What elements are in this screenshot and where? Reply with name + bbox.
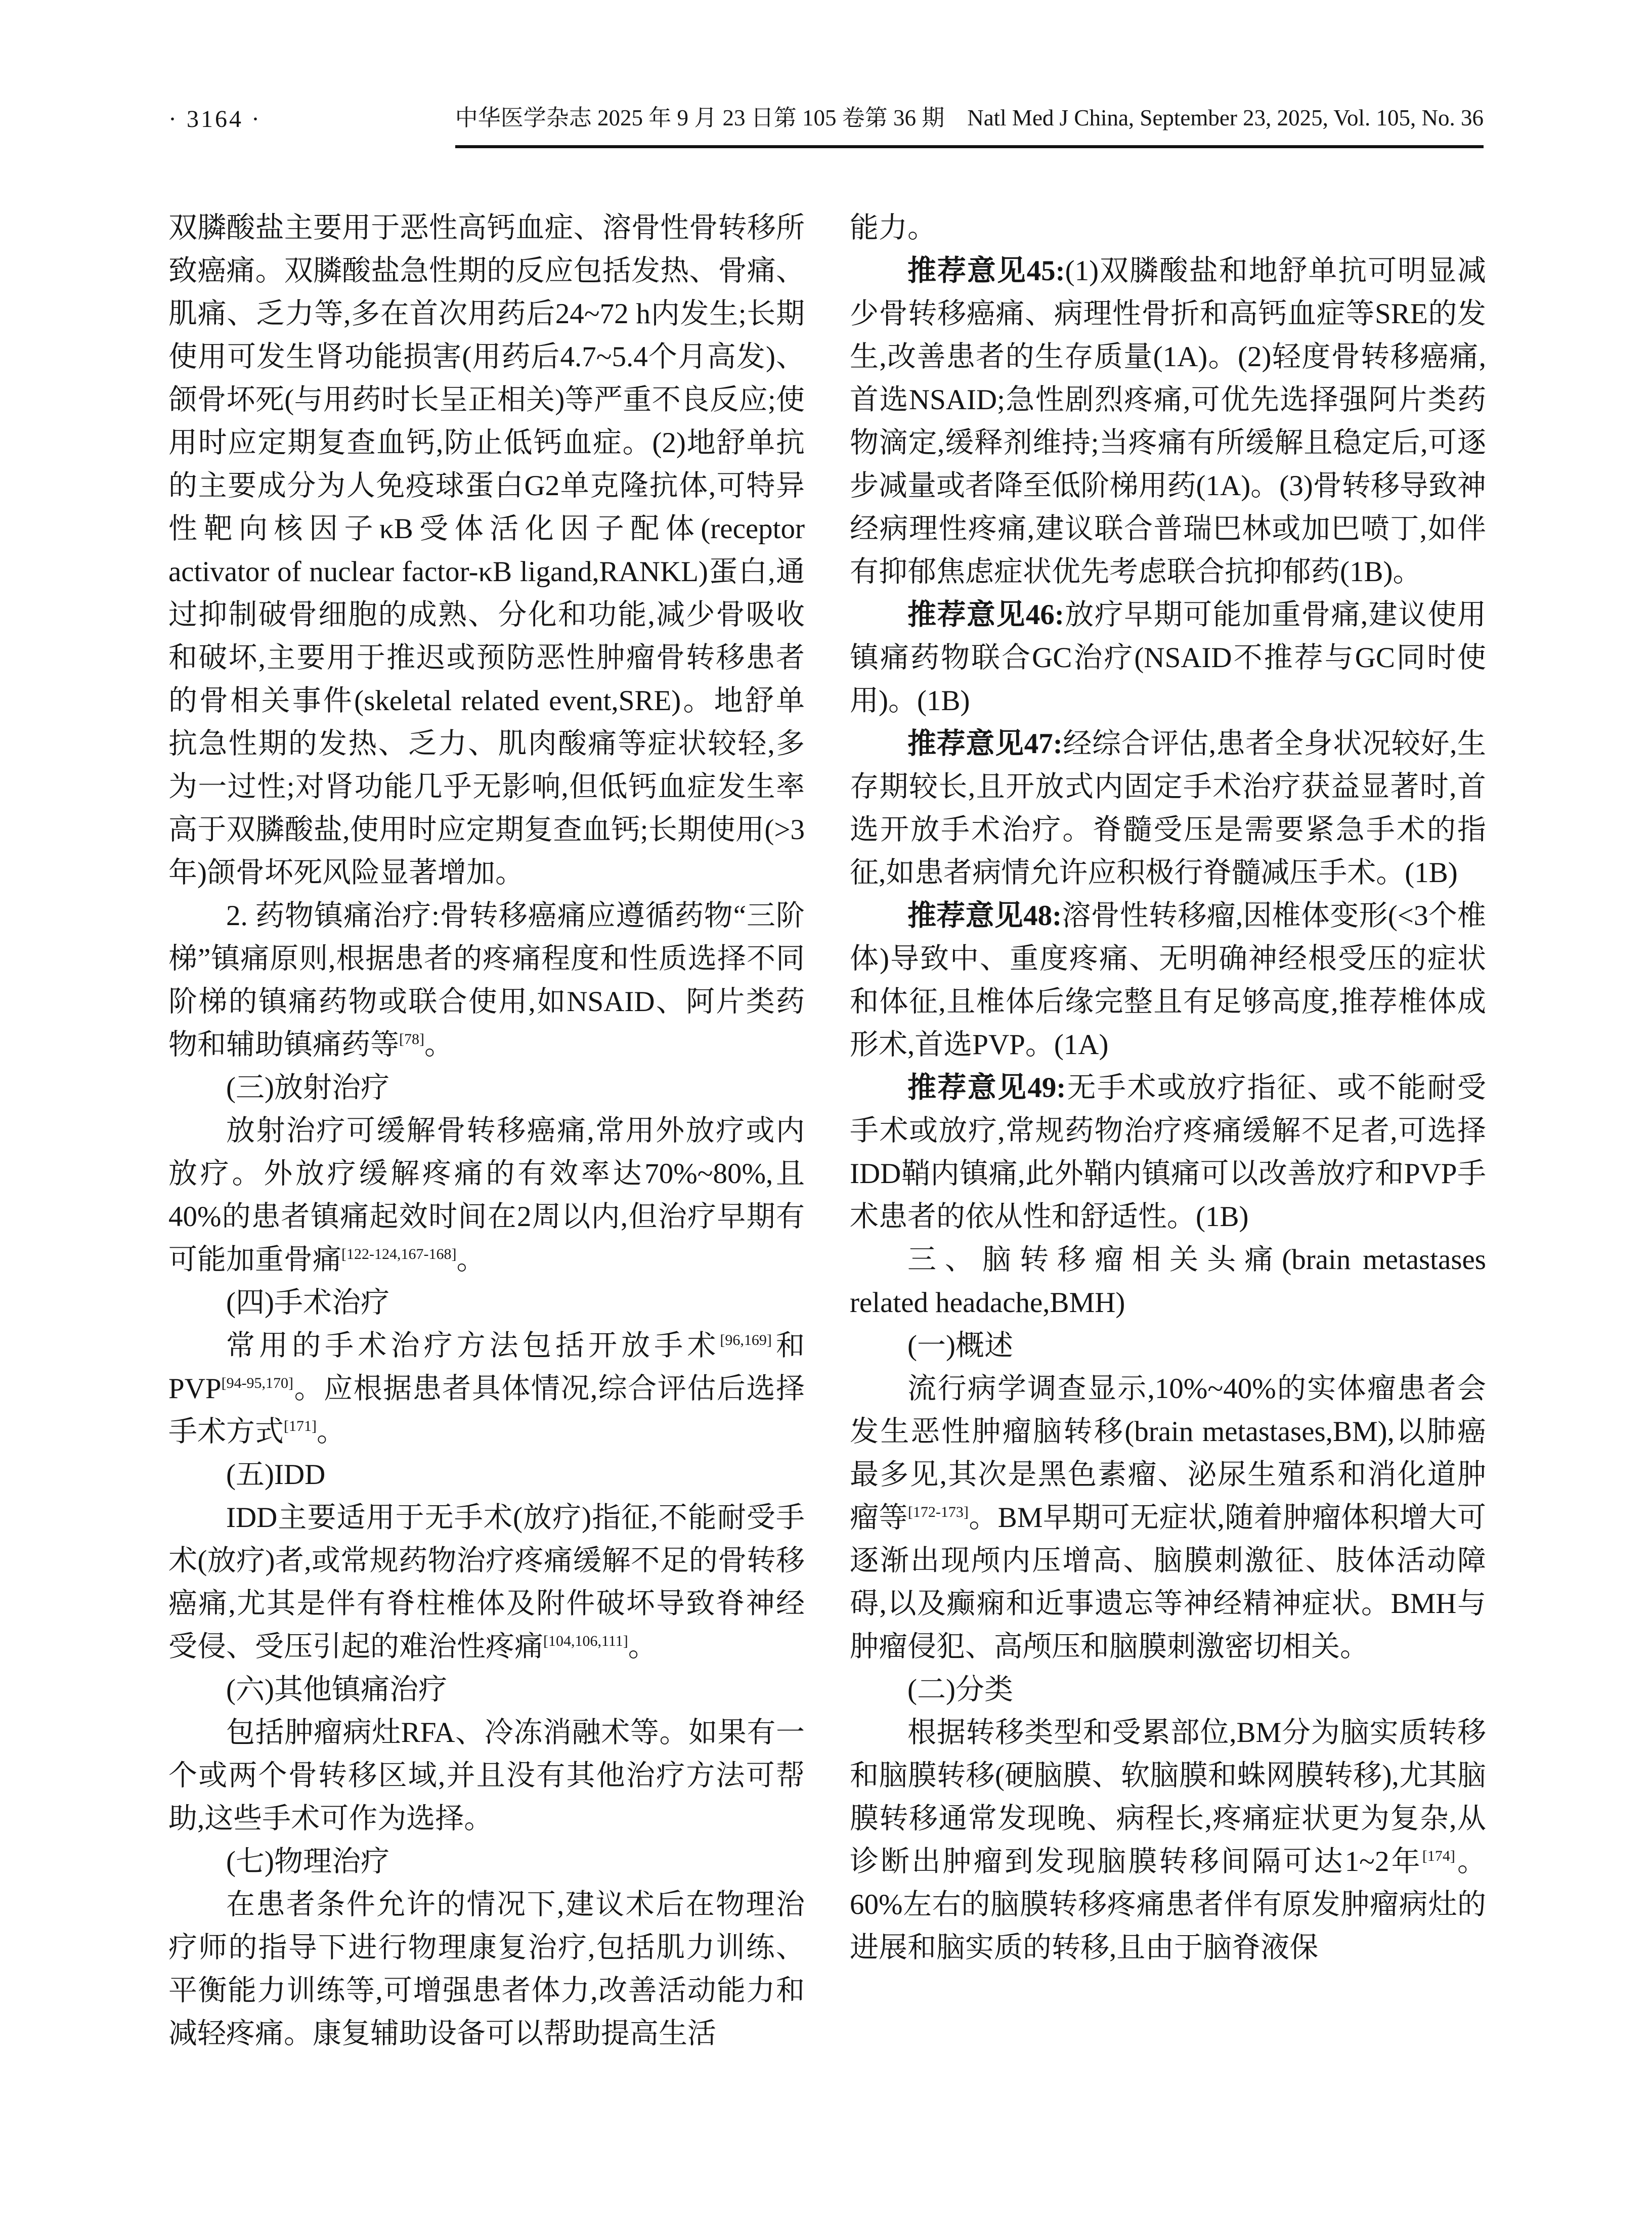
text-run: 根据转移类型和受累部位,BM分为脑实质转移和脑膜转移(硬脑膜、软脑膜和蛛网膜转移),尤其脑膜转移通常发现晚、病程长,疼痛症状更为复杂,从诊断出肿瘤到发现脑膜转移间隔可达1~2年 (850, 1717, 1486, 1878)
body-paragraph-continuation (850, 206, 1486, 249)
left-text-column (168, 206, 805, 2055)
body-paragraph-drug-analgesia (168, 894, 805, 1066)
text-run: 2. 药物镇痛治疗:骨转移癌痛应遵循药物“三阶梯”镇痛原则,根据患者的疼痛程度和性质选择不同阶梯的镇痛药物或联合使用,如NSAID、阿片类药物和辅助镇痛药等 (168, 900, 805, 1061)
recommendation-label: 推荐意见47: (907, 728, 1063, 760)
text-run: (1)双膦酸盐和地舒单抗可明显减少骨转移癌痛、病理性骨折和高钙血症等SRE的发生,改善患者的生存质量(1A)。(2)轻度骨转移癌痛,首选NSAID;急性剧烈疼痛,可优先选择强阿片类药物滴定,缓释剂维持;当疼痛有所缓解且稳定后,可逐步减量或者降至低阶梯用药(1A)。(3)骨转移导致神经病理性疼痛,建议联合普瑞巴林或加巴喷丁,如伴有抑郁焦虑症状优先考虑联合抗抑郁药(1B)。 (850, 255, 1486, 588)
body-paragraph-physiotherapy (168, 1883, 805, 2055)
section-heading-classification (850, 1668, 1486, 1711)
text-run: 放疗早期可能加重骨痛,建议使用镇痛药物联合GC治疗(NSAID不推荐与GC同时使用)。(1B) (850, 599, 1486, 717)
recommendation-46 (850, 593, 1486, 722)
recommendation-label: 推荐意见49: (907, 1072, 1066, 1104)
citation-superscript: [171] (284, 1418, 317, 1434)
text-run: 常用的手术治疗方法包括开放手术 (226, 1330, 720, 1362)
text-run: 包括肿瘤病灶RFA、冷冻消融术等。如果有一个或两个骨转移区域,并且没有其他治疗方法可帮助,这些手术可作为选择。 (168, 1717, 805, 1835)
section-heading-other-analgesia (168, 1668, 805, 1711)
citation-superscript: [122-124,167-168] (341, 1246, 457, 1262)
body-paragraph-classification (850, 1711, 1486, 1969)
text-run: (brain metastases related headache,BMH) (850, 1244, 1486, 1319)
text-run: 。 (628, 1631, 657, 1663)
text-run: 能力。 (850, 212, 936, 244)
section-heading-physiotherapy (168, 1840, 805, 1883)
body-paragraph-continuation (168, 206, 805, 894)
text-run: 。BM早期可无症状,随着肿瘤体积增大可逐渐出现颅内压增高、脑膜刺激征、肢体活动障碍,以及癫痫和近事遗忘等神经精神症状。BMH与肿瘤侵犯、高颅压和脑膜刺激密切相关。 (850, 1502, 1486, 1663)
section-heading-bmh (850, 1238, 1486, 1324)
recommendation-49 (850, 1066, 1486, 1238)
body-paragraph-surgery (168, 1324, 805, 1453)
section-heading-surgery (168, 1281, 805, 1324)
recommendation-label: 推荐意见48: (907, 900, 1062, 932)
recommendation-45 (850, 249, 1486, 593)
text-run: 流行病学调查显示,10%~40%的实体瘤患者会发生恶性肿瘤脑转移(brain metastases,BM),以肺癌最多见,其次是黑色素瘤、泌尿生殖系和消化道肿瘤等 (850, 1373, 1486, 1534)
text-run: (二)分类 (907, 1674, 1013, 1706)
body-paragraph-idd (168, 1496, 805, 1668)
citation-superscript: [104,106,111] (543, 1633, 628, 1649)
section-heading-radiotherapy (168, 1066, 805, 1109)
journal-header-title: 中华医学杂志 2025 年 9 月 23 日第 105 卷第 36 期 Natl Med J China, September 23, 2025, Vol. 105, No. 36 (455, 99, 1484, 148)
text-run: 三、脑转移瘤相关头痛 (907, 1244, 1282, 1276)
citation-superscript: [96,169] (720, 1332, 772, 1348)
text-run: (三)放射治疗 (226, 1072, 389, 1104)
section-heading-overview (850, 1324, 1486, 1367)
page-number: · 3164 · (168, 106, 262, 133)
text-run: 溶骨性转移瘤,因椎体变形(<3个椎体)导致中、重度疼痛、无明确神经根受压的症状和体征,且椎体后缘完整且有足够高度,推荐椎体成形术,首选PVP。(1A) (850, 900, 1486, 1061)
citation-superscript: [94-95,170] (221, 1375, 294, 1391)
section-heading-idd (168, 1453, 805, 1496)
body-paragraph-radiotherapy (168, 1109, 805, 1281)
text-run: 放射治疗可缓解骨转移癌痛,常用外放疗或内放疗。外放疗缓解疼痛的有效率达70%~80%,且40%的患者镇痛起效时间在2周以内,但治疗早期有可能加重骨痛 (168, 1115, 805, 1276)
citation-superscript: [172-173] (907, 1504, 969, 1520)
text-run: (五)IDD (226, 1459, 326, 1491)
text-run: 。 (424, 1029, 453, 1061)
body-paragraph-overview (850, 1367, 1486, 1668)
body-paragraph-other-analgesia (168, 1711, 805, 1840)
recommendation-label: 推荐意见46: (907, 599, 1064, 631)
text-run: (四)手术治疗 (226, 1287, 389, 1319)
text-run: 经综合评估,患者全身状况较好,生存期较长,且开放式内固定手术治疗获益显著时,首选开放手术治疗。脊髓受压是需要紧急手术的指征,如患者病情允许应积极行脊髓减压手术。(1B) (850, 728, 1486, 889)
text-run: 双膦酸盐主要用于恶性高钙血症、溶骨性骨转移所致癌痛。双膦酸盐急性期的反应包括发热、骨痛、肌痛、乏力等,多在首次用药后24~72 h内发生;长期使用可发生肾功能损害(用药后4.7~5.4个月高发)、颌骨坏死(与用药时长呈正相关)等严重不良反应;使用时应定期复查血钙,防止低钙血症。(2)地舒单抗的主要成分为人免疫球蛋白G2单克隆抗体,可特异性靶向核因子κB受体活化因子配体(receptor activator of nuclear factor-κB ligand,RANKL)蛋白,通过抑制破骨细胞的成熟、分化和功能,减少骨吸收和破坏,主要用于推迟或预防恶性肿瘤骨转移患者的骨相关事件(skeletal related event,SRE)。地舒单抗急性期的发热、乏力、肌肉酸痛等症状较轻,多为一过性;对肾功能几乎无影响,但低钙血症发生率高于双膦酸盐,使用时应定期复查血钙;长期使用(>3年)颌骨坏死风险显著增加。 (168, 212, 805, 889)
text-run: (六)其他镇痛治疗 (226, 1674, 447, 1706)
text-run: 和PVP (168, 1330, 805, 1405)
text-run: 无手术或放疗指征、或不能耐受手术或放疗,常规药物治疗疼痛缓解不足者,可选择IDD鞘内镇痛,此外鞘内镇痛可以改善放疗和PVP手术患者的依从性和舒适性。(1B) (850, 1072, 1487, 1233)
citation-superscript: [174] (1422, 1848, 1455, 1864)
text-run: 。 (456, 1244, 486, 1276)
citation-superscript: [78] (399, 1031, 424, 1048)
text-run: 在患者条件允许的情况下,建议术后在物理治疗师的指导下进行物理康复治疗,包括肌力训练、平衡能力训练等,可增强患者体力,改善活动能力和减轻疼痛。康复辅助设备可以帮助提高生活 (168, 1889, 805, 2049)
text-run: IDD主要适用于无手术(放疗)指征,不能耐受手术(放疗)者,或常规药物治疗疼痛缓解不足的骨转移癌痛,尤其是伴有脊柱椎体及附件破坏导致脊神经受侵、受压引起的难治性疼痛 (168, 1502, 805, 1663)
text-run: (七)物理治疗 (226, 1846, 389, 1878)
text-run: 。 (316, 1416, 345, 1448)
recommendation-47 (850, 722, 1486, 894)
text-run: (一)概述 (907, 1330, 1013, 1362)
recommendation-label: 推荐意见45: (907, 255, 1065, 287)
recommendation-48 (850, 894, 1486, 1066)
page-header (168, 99, 1484, 148)
text-run: 。应根据患者具体情况,综合评估后选择手术方式 (168, 1373, 805, 1448)
right-text-column (850, 206, 1486, 1969)
text-run: 。60%左右的脑膜转移疼痛患者伴有原发肿瘤病灶的进展和脑实质的转移,且由于脑脊液保 (850, 1846, 1486, 1964)
